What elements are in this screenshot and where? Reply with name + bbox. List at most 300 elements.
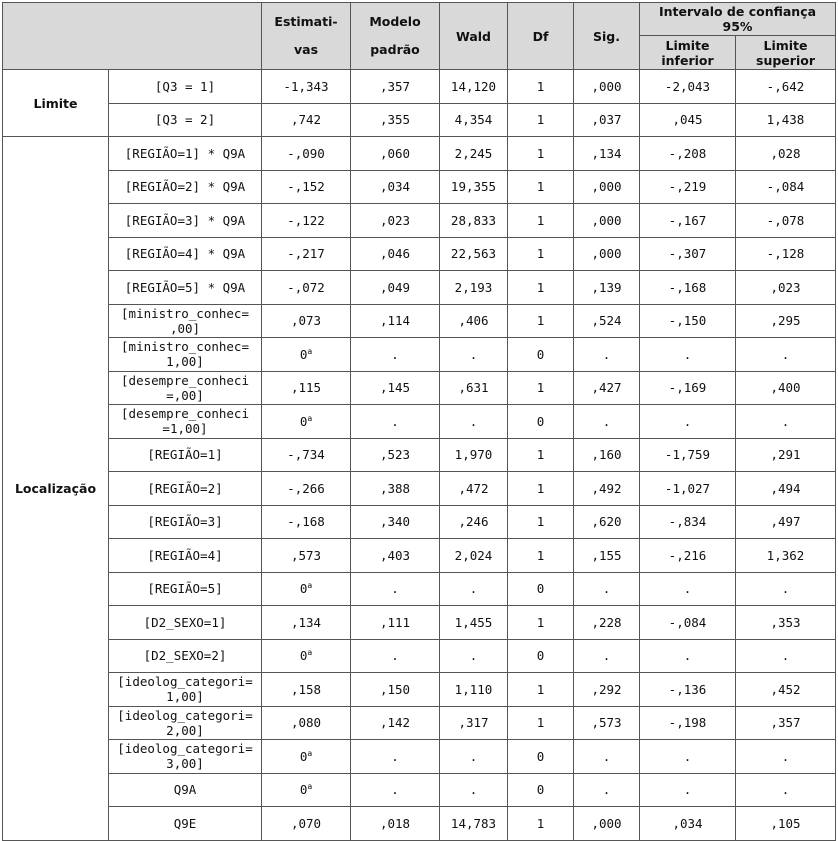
limite-inferior-value: -2,043 xyxy=(664,78,711,94)
wald-value: . xyxy=(469,748,478,764)
sig-value: ,620 xyxy=(591,514,622,530)
wald-cell xyxy=(440,472,508,506)
df-cell xyxy=(508,271,574,305)
estimativa-cell xyxy=(262,639,351,673)
df-value: 0 xyxy=(536,346,545,362)
sig-value: ,000 xyxy=(591,179,622,195)
df-value: 0 xyxy=(536,748,545,764)
limite-superior-cell xyxy=(736,371,836,405)
df-value: 0 xyxy=(536,782,545,798)
sig-cell xyxy=(574,103,640,137)
footnote-marker: a xyxy=(307,748,313,758)
limite-inferior-cell xyxy=(640,237,736,271)
limite-inferior-cell xyxy=(640,472,736,506)
limite-inferior-value: . xyxy=(683,782,692,798)
limite-superior-cell xyxy=(736,103,836,137)
limite-superior-value: . xyxy=(781,413,790,429)
modelo-padrao-cell xyxy=(351,103,440,137)
parameter-cell: [ideolog_categori= 3,00] xyxy=(109,740,262,774)
table-row xyxy=(3,405,836,439)
table-row xyxy=(3,606,836,640)
limite-superior-cell xyxy=(736,673,836,707)
limite-superior-value: . xyxy=(781,581,790,597)
wald-cell xyxy=(440,204,508,238)
footnote-marker: a xyxy=(307,413,313,423)
wald-value: . xyxy=(469,413,478,429)
limite-inferior-cell xyxy=(640,606,736,640)
sig-value: . xyxy=(602,346,611,362)
modelo-padrao-cell xyxy=(351,271,440,305)
df-value: 0 xyxy=(536,648,545,664)
sig-value: . xyxy=(602,782,611,798)
wald-value: 1,970 xyxy=(454,447,493,463)
df-cell xyxy=(508,338,574,372)
limite-inferior-cell xyxy=(640,103,736,137)
limite-superior-value: 1,362 xyxy=(766,547,805,563)
parameter-cell: [desempre_conheci =,00] xyxy=(109,371,262,405)
modelo-padrao-cell xyxy=(351,438,440,472)
limite-inferior-value: . xyxy=(683,581,692,597)
estimativa-value: ,073 xyxy=(290,313,322,329)
sig-cell xyxy=(574,304,640,338)
limite-inferior-value: ,045 xyxy=(672,112,703,128)
limite-inferior-value: ,034 xyxy=(672,815,703,831)
wald-cell xyxy=(440,606,508,640)
sig-cell xyxy=(574,472,640,506)
parameter-cell: [Q3 = 2] xyxy=(109,103,262,137)
wald-cell xyxy=(440,773,508,807)
limite-inferior-cell xyxy=(640,572,736,606)
modelo-padrao-value: ,142 xyxy=(379,715,411,731)
wald-cell xyxy=(440,137,508,171)
modelo-padrao-value: ,403 xyxy=(379,547,411,563)
group-label-localizacao: Localização xyxy=(3,137,109,841)
estimativa-cell xyxy=(262,170,351,204)
limite-inferior-cell xyxy=(640,639,736,673)
sig-value: ,160 xyxy=(591,447,622,463)
limite-superior-value: ,357 xyxy=(770,715,801,731)
sig-cell xyxy=(574,371,640,405)
limite-superior-cell xyxy=(736,472,836,506)
sig-cell xyxy=(574,338,640,372)
wald-cell xyxy=(440,103,508,137)
estimativa-value: -,122 xyxy=(287,212,325,228)
modelo-padrao-cell xyxy=(351,70,440,104)
modelo-padrao-value: . xyxy=(391,581,399,597)
limite-inferior-value: -,219 xyxy=(668,179,707,195)
limite-superior-value: 1,438 xyxy=(766,112,805,128)
parameter-cell: [D2_SEXO=1] xyxy=(109,606,262,640)
limite-inferior-cell xyxy=(640,371,736,405)
limite-inferior-cell xyxy=(640,807,736,841)
limite-inferior-value: -,307 xyxy=(668,246,707,262)
sig-value: ,492 xyxy=(591,480,622,496)
table-row xyxy=(3,137,836,171)
wald-value: . xyxy=(469,581,478,597)
footnote-marker: a xyxy=(307,648,313,658)
limite-superior-value: ,400 xyxy=(770,380,801,396)
sig-cell xyxy=(574,505,640,539)
df-cell xyxy=(508,405,574,439)
estimativa-cell xyxy=(262,338,351,372)
sig-cell xyxy=(574,237,640,271)
df-value: 1 xyxy=(536,480,545,496)
table-row xyxy=(3,740,836,774)
limite-superior-cell xyxy=(736,304,836,338)
wald-cell xyxy=(440,706,508,740)
limite-inferior-value: -1,759 xyxy=(664,447,711,463)
df-value: 1 xyxy=(536,112,545,128)
estimativa-value: 0 xyxy=(299,581,308,597)
modelo-padrao-cell xyxy=(351,304,440,338)
limite-inferior-value: . xyxy=(683,346,692,362)
estimativa-cell xyxy=(262,371,351,405)
sig-cell xyxy=(574,572,640,606)
estimativa-value: -,090 xyxy=(287,145,325,161)
sig-value: ,000 xyxy=(591,815,622,831)
limite-superior-value: -,084 xyxy=(766,179,805,195)
modelo-padrao-cell xyxy=(351,137,440,171)
df-cell xyxy=(508,572,574,606)
table-body xyxy=(3,70,836,841)
df-value: 1 xyxy=(536,547,545,563)
estimativa-value: -,168 xyxy=(287,514,325,530)
wald-value: . xyxy=(469,782,478,798)
limite-inferior-value: -,084 xyxy=(668,614,707,630)
sig-cell xyxy=(574,807,640,841)
wald-value: 4,354 xyxy=(454,112,493,128)
estimativa-value: ,573 xyxy=(290,547,322,563)
header-intervalo-confianca: Intervalo de confiança 95% xyxy=(640,3,836,36)
df-cell xyxy=(508,673,574,707)
sig-value: ,228 xyxy=(591,614,622,630)
footnote-marker: a xyxy=(307,782,313,792)
df-cell xyxy=(508,170,574,204)
modelo-padrao-value: . xyxy=(391,413,399,429)
sig-value: ,155 xyxy=(591,547,622,563)
wald-cell xyxy=(440,371,508,405)
estimativa-value: -,217 xyxy=(287,246,325,262)
estimativa-value: -,072 xyxy=(287,279,325,295)
wald-cell xyxy=(440,572,508,606)
wald-value: 2,024 xyxy=(454,547,493,563)
sig-cell xyxy=(574,405,640,439)
limite-inferior-cell xyxy=(640,338,736,372)
limite-inferior-cell xyxy=(640,438,736,472)
sig-value: ,037 xyxy=(591,112,622,128)
limite-superior-cell xyxy=(736,606,836,640)
modelo-padrao-value: ,388 xyxy=(379,480,411,496)
estimativa-cell xyxy=(262,740,351,774)
df-cell xyxy=(508,237,574,271)
sig-cell xyxy=(574,673,640,707)
limite-inferior-value: . xyxy=(683,648,692,664)
estimativa-value: 0 xyxy=(299,748,308,764)
wald-cell xyxy=(440,237,508,271)
wald-value: 28,833 xyxy=(450,212,497,228)
df-cell xyxy=(508,137,574,171)
limite-superior-value: ,295 xyxy=(770,313,801,329)
df-value: 1 xyxy=(536,212,545,228)
limite-inferior-cell xyxy=(640,706,736,740)
limite-inferior-cell xyxy=(640,170,736,204)
limite-superior-value: ,497 xyxy=(770,514,801,530)
parameter-cell: [ideolog_categori= 2,00] xyxy=(109,706,262,740)
sig-value: ,524 xyxy=(591,313,622,329)
table-row xyxy=(3,639,836,673)
df-value: 1 xyxy=(536,681,545,697)
modelo-padrao-value: ,018 xyxy=(379,815,411,831)
limite-inferior-cell xyxy=(640,137,736,171)
modelo-padrao-value: . xyxy=(391,748,399,764)
wald-cell xyxy=(440,170,508,204)
wald-cell xyxy=(440,639,508,673)
estimativa-cell xyxy=(262,405,351,439)
sig-value: ,134 xyxy=(591,145,622,161)
limite-superior-cell xyxy=(736,271,836,305)
parameter-cell: [REGIÃO=1] xyxy=(109,438,262,472)
header-estimativas: Estimati- vas xyxy=(262,3,351,70)
wald-value: 14,783 xyxy=(450,815,497,831)
modelo-padrao-value: ,523 xyxy=(379,447,411,463)
wald-value: ,246 xyxy=(458,514,489,530)
modelo-padrao-value: . xyxy=(391,346,399,362)
sig-cell xyxy=(574,740,640,774)
wald-value: ,631 xyxy=(458,380,489,396)
limite-inferior-value: -,136 xyxy=(668,681,707,697)
wald-cell xyxy=(440,807,508,841)
estimativa-value: ,070 xyxy=(290,815,322,831)
parameter-cell: [ministro_conhec= ,00] xyxy=(109,304,262,338)
parameter-cell: Q9A xyxy=(109,773,262,807)
df-cell xyxy=(508,438,574,472)
df-cell xyxy=(508,740,574,774)
limite-inferior-cell xyxy=(640,271,736,305)
table-row xyxy=(3,70,836,104)
limite-superior-cell xyxy=(736,807,836,841)
wald-cell xyxy=(440,673,508,707)
modelo-padrao-cell xyxy=(351,673,440,707)
wald-value: ,472 xyxy=(458,480,489,496)
wald-value: ,406 xyxy=(458,313,489,329)
estimativa-cell xyxy=(262,271,351,305)
estimativa-value: 0 xyxy=(299,413,308,429)
sig-cell xyxy=(574,70,640,104)
header-limite-superior: Limite superior xyxy=(736,36,836,70)
limite-superior-value: ,023 xyxy=(770,279,801,295)
modelo-padrao-cell xyxy=(351,505,440,539)
modelo-padrao-cell xyxy=(351,639,440,673)
modelo-padrao-value: ,111 xyxy=(379,614,411,630)
table-row xyxy=(3,505,836,539)
modelo-padrao-cell xyxy=(351,773,440,807)
sig-value: . xyxy=(602,413,611,429)
wald-value: . xyxy=(469,648,478,664)
estimativa-cell xyxy=(262,807,351,841)
estimativa-cell xyxy=(262,438,351,472)
wald-value: 14,120 xyxy=(450,78,497,94)
parameter-cell: Q9E xyxy=(109,807,262,841)
header-df: Df xyxy=(508,3,574,70)
table-row xyxy=(3,338,836,372)
df-cell xyxy=(508,539,574,573)
limite-superior-value: ,452 xyxy=(770,681,801,697)
df-value: 1 xyxy=(536,279,545,295)
table-row xyxy=(3,237,836,271)
estimativa-value: -,152 xyxy=(287,179,325,195)
df-value: 1 xyxy=(536,246,545,262)
estimativa-cell xyxy=(262,472,351,506)
estimativa-cell xyxy=(262,237,351,271)
limite-superior-value: . xyxy=(781,782,790,798)
table-row xyxy=(3,539,836,573)
sig-cell xyxy=(574,539,640,573)
estimativa-value: ,134 xyxy=(290,614,322,630)
limite-inferior-value: -,169 xyxy=(668,380,707,396)
estimativa-cell xyxy=(262,539,351,573)
limite-inferior-value: . xyxy=(683,413,692,429)
sig-cell xyxy=(574,271,640,305)
sig-cell xyxy=(574,773,640,807)
modelo-padrao-cell xyxy=(351,539,440,573)
limite-superior-cell xyxy=(736,773,836,807)
header-modelo-padrao: Modelo padrão xyxy=(351,3,440,70)
wald-cell xyxy=(440,271,508,305)
df-value: 1 xyxy=(536,715,545,731)
table-row xyxy=(3,807,836,841)
limite-inferior-cell xyxy=(640,505,736,539)
limite-superior-cell xyxy=(736,639,836,673)
df-value: 1 xyxy=(536,313,545,329)
estimativa-cell xyxy=(262,505,351,539)
parameter-cell: [ministro_conhec= 1,00] xyxy=(109,338,262,372)
sig-value: . xyxy=(602,581,611,597)
table-row xyxy=(3,773,836,807)
limite-superior-value: -,128 xyxy=(766,246,805,262)
modelo-padrao-value: ,060 xyxy=(379,145,411,161)
estimativa-value: ,742 xyxy=(290,112,322,128)
table-row xyxy=(3,438,836,472)
modelo-padrao-cell xyxy=(351,204,440,238)
parameter-cell: [desempre_conheci =1,00] xyxy=(109,405,262,439)
modelo-padrao-cell xyxy=(351,740,440,774)
modelo-padrao-cell xyxy=(351,338,440,372)
limite-superior-value: ,105 xyxy=(770,815,801,831)
df-cell xyxy=(508,639,574,673)
limite-inferior-value: -,198 xyxy=(668,715,707,731)
table-row xyxy=(3,204,836,238)
df-cell xyxy=(508,807,574,841)
sig-cell xyxy=(574,706,640,740)
df-cell xyxy=(508,70,574,104)
wald-cell xyxy=(440,405,508,439)
wald-cell xyxy=(440,304,508,338)
parameter-cell: [Q3 = 1] xyxy=(109,70,262,104)
modelo-padrao-value: ,023 xyxy=(379,212,411,228)
df-cell xyxy=(508,371,574,405)
df-value: 1 xyxy=(536,514,545,530)
wald-value: 19,355 xyxy=(450,179,497,195)
wald-value: 2,245 xyxy=(454,145,493,161)
wald-value: ,317 xyxy=(458,715,489,731)
parameter-cell: [REGIÃO=3] * Q9A xyxy=(109,204,262,238)
estimativa-value: -,734 xyxy=(287,447,325,463)
estimativa-value: ,080 xyxy=(290,715,322,731)
limite-inferior-cell xyxy=(640,740,736,774)
limite-inferior-value: -,167 xyxy=(668,212,707,228)
estimativa-value: 0 xyxy=(299,648,308,664)
wald-value: 22,563 xyxy=(450,246,497,262)
df-cell xyxy=(508,204,574,238)
limite-superior-cell xyxy=(736,170,836,204)
table-row xyxy=(3,170,836,204)
estimativa-cell xyxy=(262,70,351,104)
header-wald: Wald xyxy=(440,3,508,70)
limite-superior-cell xyxy=(736,70,836,104)
modelo-padrao-value: ,046 xyxy=(379,246,411,262)
limite-inferior-value: -,834 xyxy=(668,514,707,530)
limite-inferior-value: -,208 xyxy=(668,145,707,161)
sig-cell xyxy=(574,204,640,238)
footnote-marker: a xyxy=(307,581,313,591)
limite-superior-cell xyxy=(736,572,836,606)
parameter-cell: [REGIÃO=2] xyxy=(109,472,262,506)
parameter-estimates-table xyxy=(2,2,836,841)
modelo-padrao-cell xyxy=(351,706,440,740)
limite-superior-cell xyxy=(736,137,836,171)
limite-superior-cell xyxy=(736,204,836,238)
table-row xyxy=(3,673,836,707)
limite-inferior-value: -,168 xyxy=(668,279,707,295)
wald-cell xyxy=(440,338,508,372)
limite-inferior-value: -1,027 xyxy=(664,480,711,496)
header-sig: Sig. xyxy=(574,3,640,70)
limite-superior-cell xyxy=(736,438,836,472)
wald-cell xyxy=(440,740,508,774)
estimativa-cell xyxy=(262,606,351,640)
table-row xyxy=(3,572,836,606)
limite-inferior-cell xyxy=(640,773,736,807)
limite-superior-value: ,494 xyxy=(770,480,801,496)
sig-value: ,000 xyxy=(591,246,622,262)
modelo-padrao-cell xyxy=(351,572,440,606)
limite-superior-cell xyxy=(736,338,836,372)
wald-cell xyxy=(440,70,508,104)
limite-superior-cell xyxy=(736,539,836,573)
parameter-cell: [REGIÃO=2] * Q9A xyxy=(109,170,262,204)
modelo-padrao-value: ,150 xyxy=(379,681,411,697)
sig-value: ,139 xyxy=(591,279,622,295)
modelo-padrao-value: ,340 xyxy=(379,514,411,530)
limite-inferior-cell xyxy=(640,539,736,573)
table-row xyxy=(3,271,836,305)
footnote-marker: a xyxy=(307,346,313,356)
table-row xyxy=(3,304,836,338)
limite-inferior-cell xyxy=(640,673,736,707)
limite-superior-cell xyxy=(736,237,836,271)
modelo-padrao-value: ,114 xyxy=(379,313,411,329)
estimativa-cell xyxy=(262,572,351,606)
limite-superior-value: ,028 xyxy=(770,145,801,161)
wald-cell xyxy=(440,539,508,573)
wald-value: . xyxy=(469,346,478,362)
estimativa-value: -1,343 xyxy=(283,78,329,94)
sig-value: ,000 xyxy=(591,78,622,94)
table-row xyxy=(3,706,836,740)
limite-superior-value: -,642 xyxy=(766,78,805,94)
parameter-cell: [REGIÃO=1] * Q9A xyxy=(109,137,262,171)
limite-superior-value: ,291 xyxy=(770,447,801,463)
